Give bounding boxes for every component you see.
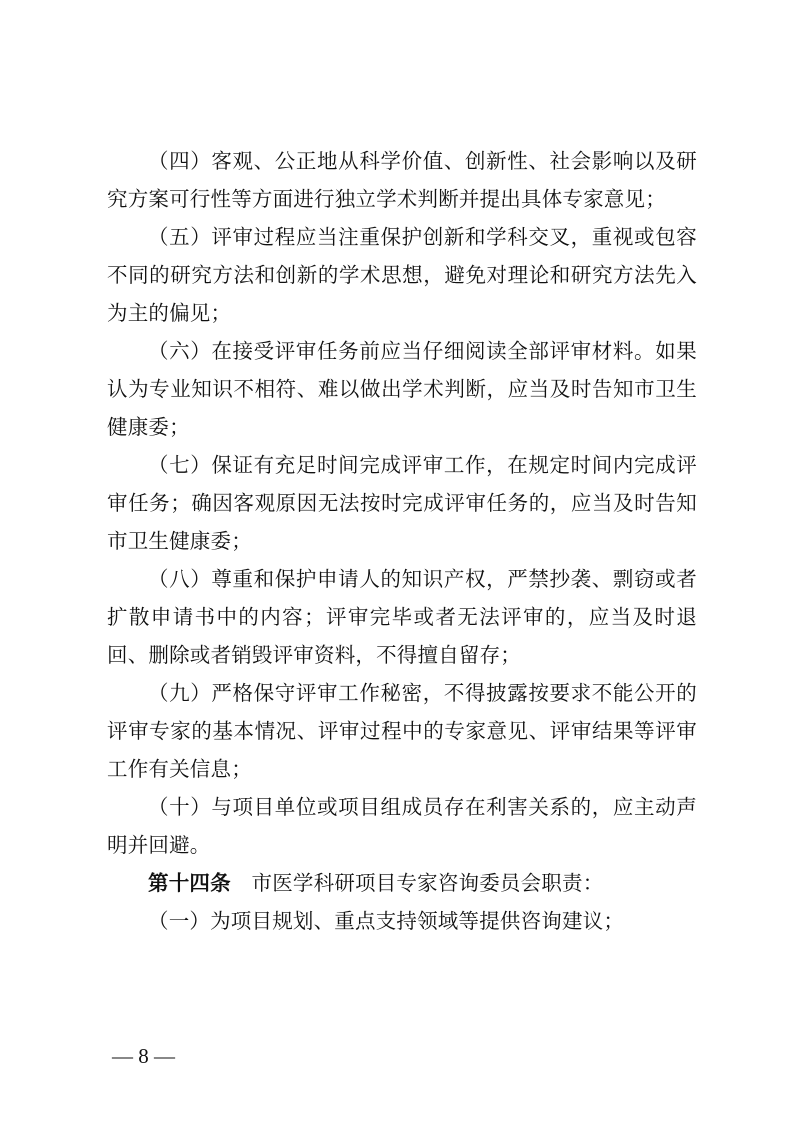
paragraph-item-8: （八）尊重和保护申请人的知识产权，严禁抄袭、剽窃或者扩散申请书中的内容；评审完毕或者无法评审的，应当及时退回、删除或者销毁评审资料，不得擅自留存； xyxy=(107,567,697,667)
paragraph-item-7: （七）保证有充足时间完成评审工作，在规定时间内完成评审任务；确因客观原因无法按时完成评审任务的，应当及时告知市卫生健康委； xyxy=(107,453,697,553)
paragraph-item-10: （十）与项目单位或项目组成员存在利害关系的，应主动声明并回避。 xyxy=(107,795,697,857)
paragraph-item-6: （六）在接受评审任务前应当仔细阅读全部评审材料。如果认为专业知识不相符、难以做出学术判断，应当及时告知市卫生健康委； xyxy=(107,339,697,439)
paragraph-item-1: （一）为项目规划、重点支持领域等提供咨询建议； xyxy=(148,909,625,933)
article-number: 第十四条 xyxy=(148,871,231,895)
document-body xyxy=(107,142,697,940)
page-number: — 8 — xyxy=(112,1044,175,1068)
article-text: 市医学科研项目专家咨询委员会职责： xyxy=(251,871,604,895)
article-14-heading xyxy=(107,864,697,902)
paragraph-item-4: （四）客观、公正地从科学价值、创新性、社会影响以及研究方案可行性等方面进行独立学术判断并提出具体专家意见； xyxy=(107,149,697,211)
paragraph-item-9: （九）严格保守评审工作秘密，不得披露按要求不能公开的评审专家的基本情况、评审过程中的专家意见、评审结果等评审工作有关信息； xyxy=(107,681,697,781)
paragraph-item-5: （五）评审过程应当注重保护创新和学科交叉，重视或包容不同的研究方法和创新的学术思想，避免对理论和研究方法先入为主的偏见； xyxy=(107,225,697,325)
